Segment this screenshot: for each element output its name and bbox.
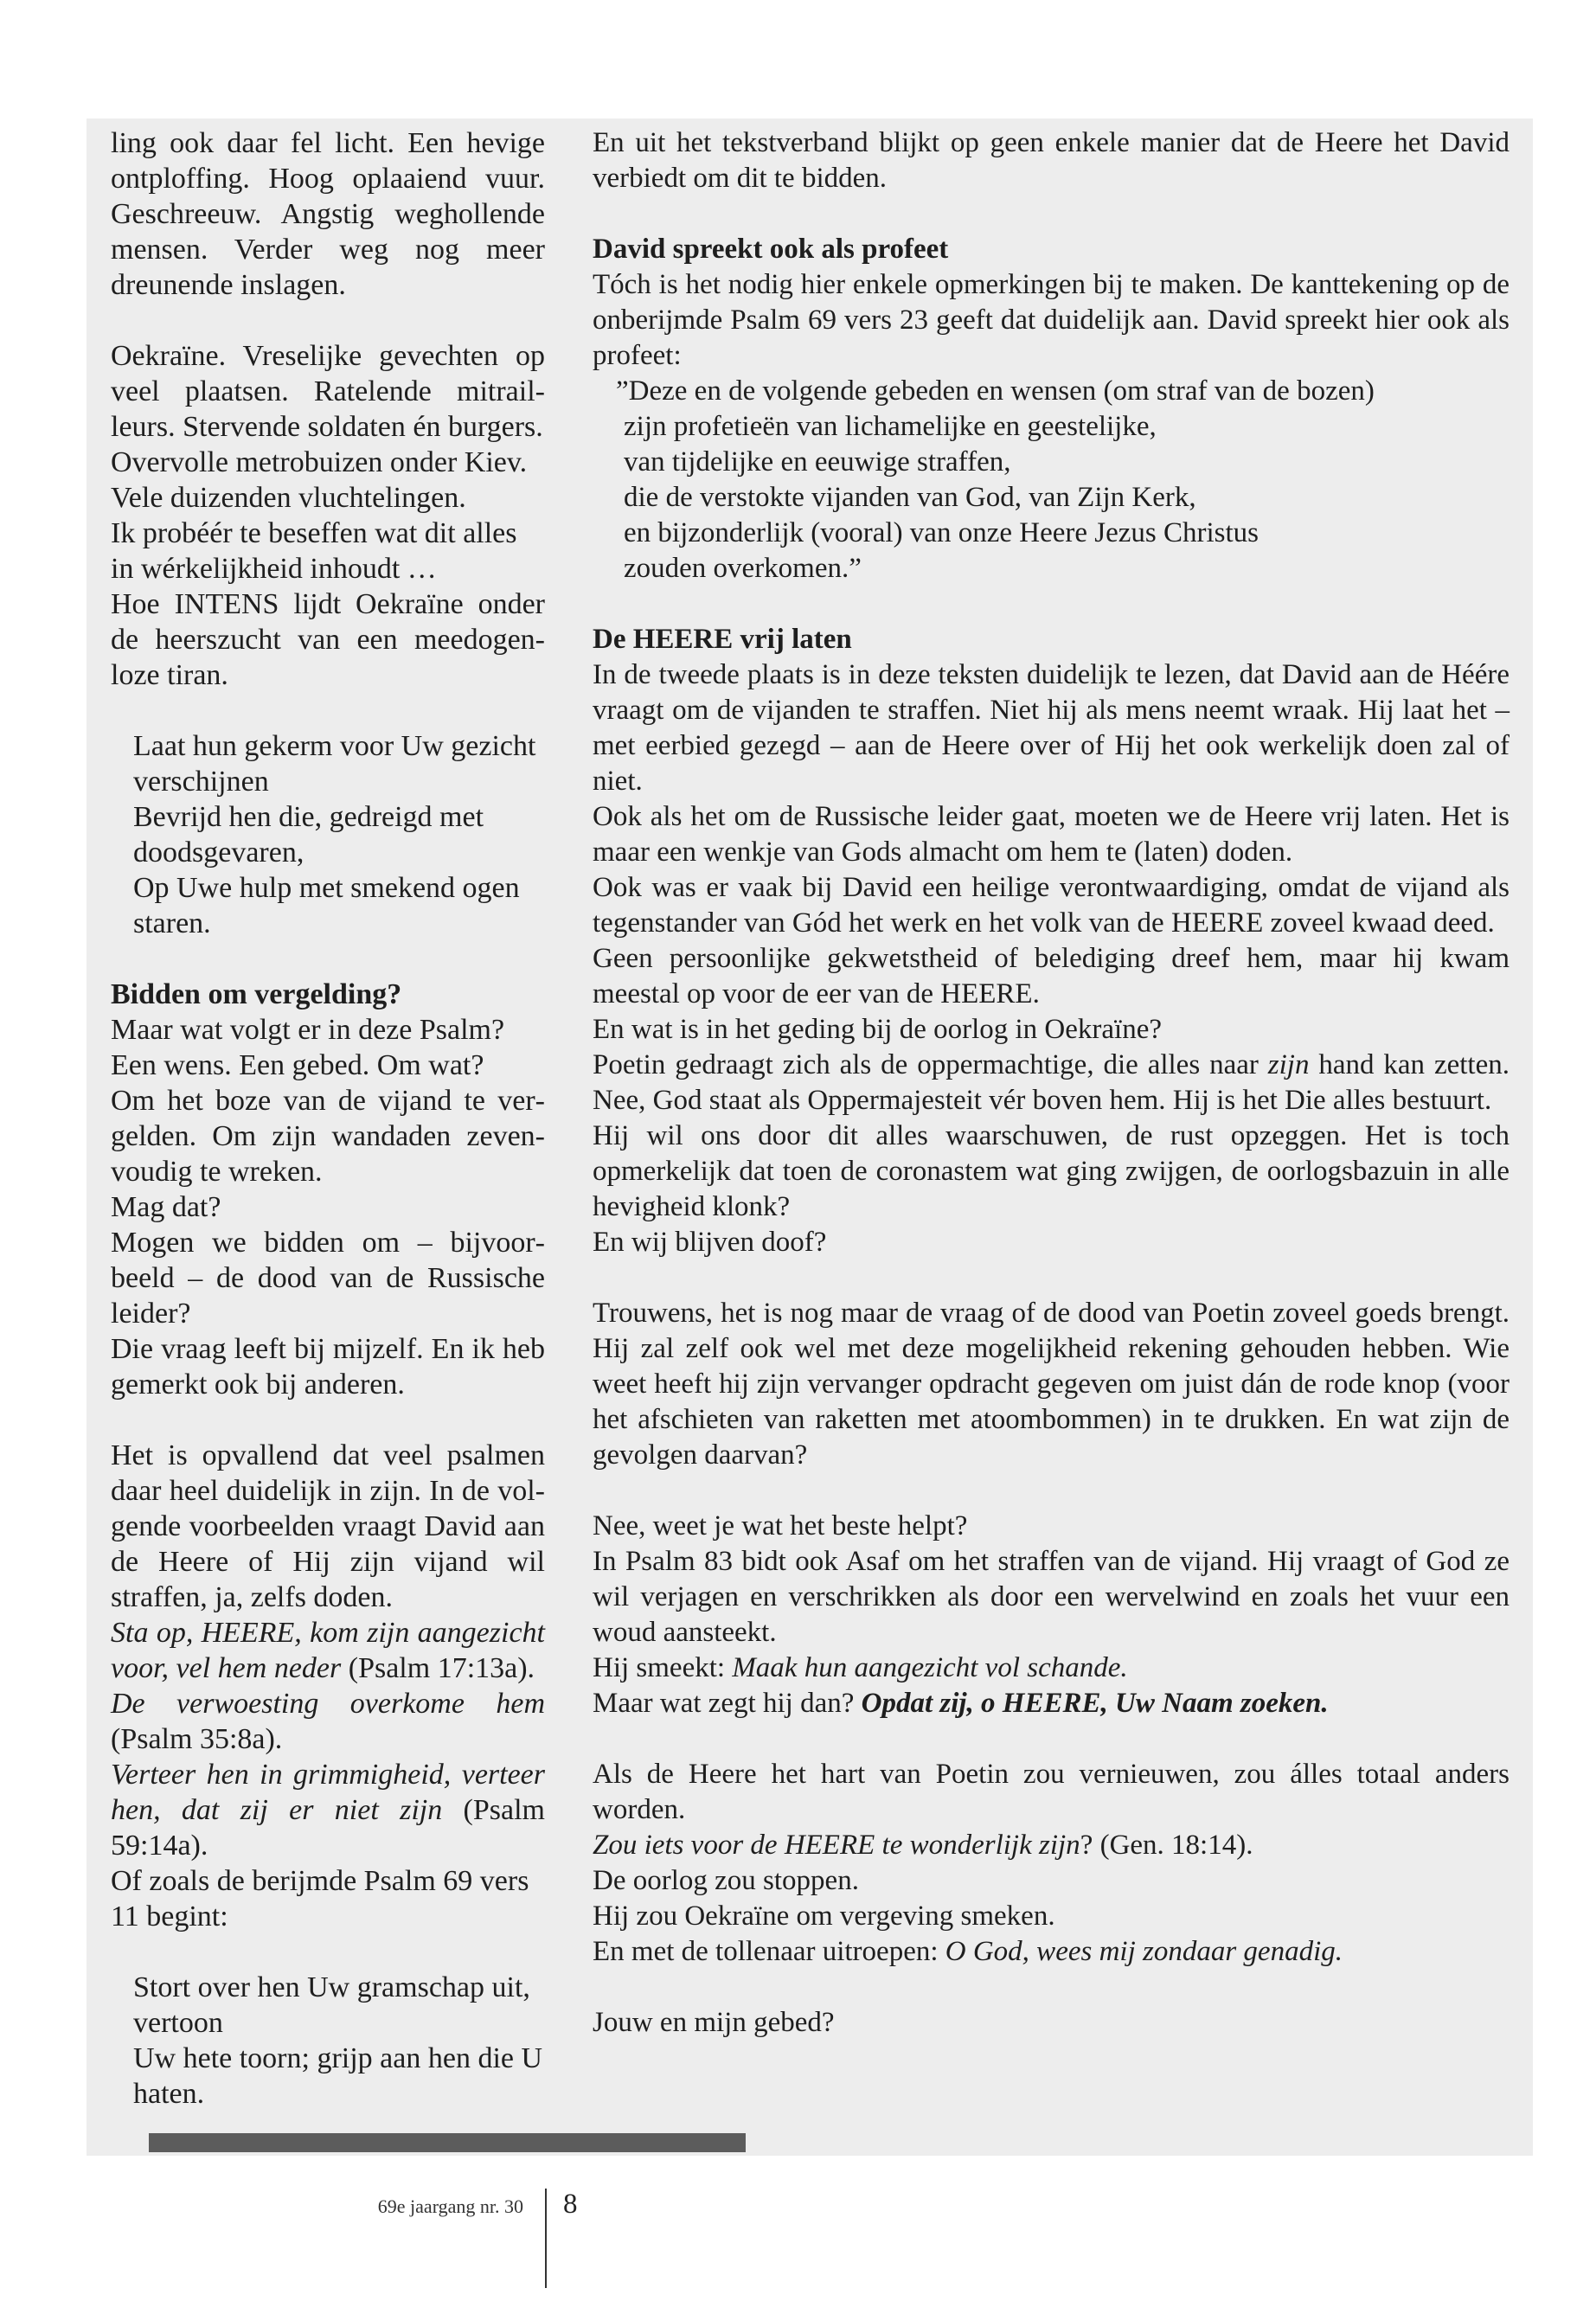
paragraph: Die vraag leeft bij mijzelf. En ik heb gemerkt ook bij anderen. <box>111 1333 545 1400</box>
page-number: 8 <box>563 2189 578 2220</box>
paragraph: En wat is in het geding bij de oorlog in Oekraïne? <box>593 1014 1163 1045</box>
left-column <box>111 125 545 2112</box>
paragraph: Het is opvallend dat veel psalmen daar heel duidelijk in zijn. In de volgende voorbeelden vraagt David aan de Heere of Hij zijn vijand wil straffen, ja, zelfs doden. <box>111 1439 545 1613</box>
verse-line: Laat hun gekerm voor Uw gezicht verschijnen <box>133 730 536 798</box>
paragraph: In de tweede plaats is in deze teksten duidelijk te lezen, dat David aan de Héére vraagt om de vijanden te straffen. Niet hij als mens neemt wraak. Hij laat het – met eerbied gezegd – aan de Heere over of Hij het ook werkelijk doen zal of niet. <box>593 659 1509 797</box>
verse-line: Stort over hen Uw gramschap uit, vertoon <box>133 1971 530 2039</box>
text-run: hand kan zetten. Nee, God staat als Oppermajesteit vér boven hem. Hij is het Die alles bestuurt. <box>593 1049 1509 1116</box>
paragraph: En uit het tekstverband blijkt op geen enkele manier dat de Heere het David verbiedt om dit te bidden. <box>593 127 1509 194</box>
verse-line: Uw hete toorn; grijp aan hen die U haten. <box>133 2042 543 2110</box>
emphasis: zijn <box>1267 1049 1310 1080</box>
text-run: Maar wat zegt hij dan? <box>593 1688 862 1719</box>
paragraph <box>593 1828 1509 1863</box>
paragraph <box>593 1048 1509 1118</box>
paragraph: Oekraïne. Vreselijke gevechten op veel plaatsen. Ratelende mitrailleurs. Stervende soldaten én burgers. <box>111 340 545 443</box>
paragraph: Nee, weet je wat het beste helpt? <box>593 1510 968 1541</box>
emphasis: Zou iets voor de HEERE te wonderlijk zijn <box>593 1830 1080 1861</box>
text-run: Hij smeekt: <box>593 1652 733 1683</box>
quote-line: ”Deze en de volgende gebeden en wensen (om straf van de bozen) <box>616 375 1375 407</box>
text-run: ? (Gen. 18:14). <box>1080 1830 1253 1861</box>
strong-emphasis: Opdat zij, o HEERE, Uw Naam zoeken. <box>861 1688 1329 1719</box>
quote-line: en bijzonderlijk (vooral) van onze Heere Jezus Christus <box>624 517 1259 548</box>
decorative-bar <box>149 2133 746 2152</box>
citation <box>111 1686 545 1757</box>
emphasis: O God, wees mij zondaar genadig. <box>945 1936 1343 1967</box>
section-heading: David spreekt ook als profeet <box>593 234 949 265</box>
verse-block-1 <box>111 728 545 941</box>
paragraph <box>593 1650 1509 1686</box>
citation-text: Sta op, HEERE, kom zijn aangezicht voor, vel hem neder <box>111 1617 545 1684</box>
footer-divider <box>545 2189 547 2288</box>
citation-reference: (Psalm 59:14a). <box>111 1794 545 1862</box>
paragraph: Ook als het om de Russische leider gaat, moeten we de Heere vrij laten. Het is maar een wenkje van Gods almacht om hem te (laten) doden. <box>593 801 1509 868</box>
paragraph <box>593 1686 1509 1721</box>
paragraph: Overvolle metrobuizen onder Kiev. <box>111 446 528 478</box>
paragraph: Mogen we bidden om – bijvoorbeeld – de dood van de Russische leider? <box>111 1227 545 1330</box>
citation-reference: (Psalm 35:8a). <box>111 1723 283 1755</box>
citation <box>111 1757 545 1863</box>
paragraph: Maar wat volgt er in deze Psalm? <box>111 1014 505 1046</box>
paragraph: Om het boze van de vijand te vergelden. Om zijn wandaden zevenvoudig te wreken. <box>111 1085 545 1188</box>
paragraph: Geen persoonlijke gekwetstheid of belediging dreef hem, maar hij kwam meestal op voor de eer van de HEERE. <box>593 943 1509 1009</box>
citation <box>111 1615 545 1686</box>
quote-block <box>593 374 1509 586</box>
quote-line: die de verstokte vijanden van God, van Zijn Kerk, <box>624 482 1196 513</box>
text-run: En met de tollenaar uitroepen: <box>593 1936 945 1967</box>
paragraph: Jouw en mijn gebed? <box>593 2007 835 2038</box>
paragraph: Hij wil ons door dit alles waarschuwen, de rust opzeggen. Het is toch opmerkelijk dat toen de coronastem wat ging zwijgen, de oorlogsbazuin in alle hevigheid klonk? <box>593 1120 1509 1222</box>
verse-line: Op Uwe hulp met smekend ogen staren. <box>133 872 520 939</box>
paragraph: Hij zou Oekraïne om vergeving smeken. <box>593 1900 1055 1932</box>
quote-line: van tijdelijke en eeuwige straffen, <box>624 446 1011 478</box>
paragraph: De oorlog zou stoppen. <box>593 1865 859 1896</box>
citation-reference: (Psalm 17:13a). <box>341 1652 535 1684</box>
paragraph: Als de Heere het hart van Poetin zou vernieuwen, zou álles totaal anders worden. <box>593 1759 1509 1825</box>
paragraph: Of zoals de berijmde Psalm 69 vers 11 begint: <box>111 1865 529 1932</box>
paragraph: Een wens. Een gebed. Om wat? <box>111 1049 484 1081</box>
issue-label: 69e jaargang nr. 30 <box>377 2195 523 2217</box>
paragraph: Ik probéér te beseffen wat dit alles in wérkelijkheid inhoudt … <box>111 517 517 585</box>
verse-block-2 <box>111 1970 545 2112</box>
paragraph: ling ook daar fel licht. Een hevige ontploffing. Hoog oplaaiend vuur. Geschreeuw. Angstig weghollende mensen. Verder weg nog meer dreunende inslagen. <box>111 127 545 301</box>
quote-line: zijn profetieën van lichamelijke en geestelijke, <box>624 411 1157 442</box>
quote-line: zouden overkomen.” <box>624 553 862 584</box>
citation-text: De verwoesting overkome hem <box>111 1688 545 1720</box>
text-run: Poetin gedraagt zich als de oppermachtige, die alles naar <box>593 1049 1268 1080</box>
citation-text: Verteer hen in grimmigheid, verteer hen, dat zij er niet zijn <box>111 1759 545 1826</box>
paragraph: In Psalm 83 bidt ook Asaf om het straffen van de vijand. Hij vraagt of God ze wil verjagen en verschrikken als door een wervelwind en zoals het vuur een woud aansteekt. <box>593 1546 1509 1648</box>
right-column <box>593 125 1509 2041</box>
verse-line: Bevrijd hen die, gedreigd met doodsgevaren, <box>133 801 484 868</box>
paragraph: Mag dat? <box>111 1191 221 1223</box>
paragraph: Trouwens, het is nog maar de vraag of de dood van Poetin zoveel goeds brengt. Hij zal zelf ook wel met deze mogelijkheid rekening gehouden hebben. Wie weet heeft hij zijn vervanger opdracht gegeven om juist dán de rode knop (voor het afschieten van raketten met atoombommen) in te drukken. En wat zijn de gevolgen daarvan? <box>593 1298 1509 1471</box>
emphasis: Maak hun aangezicht vol schande. <box>732 1652 1128 1683</box>
paragraph: Ook was er vaak bij David een heilige verontwaardiging, omdat de vijand als tegenstander van Gód het werk en het volk van de HEERE zoveel kwaad deed. <box>593 872 1509 939</box>
paragraph: Vele duizenden vluchtelingen. <box>111 482 466 514</box>
section-heading: Bidden om vergelding? <box>111 978 402 1010</box>
paragraph: Hoe INTENS lijdt Oekraïne onder de heerszucht van een meedogenloze tiran. <box>111 588 545 691</box>
paragraph: Tóch is het nodig hier enkele opmerkingen bij te maken. De kanttekening op de onberijmde Psalm 69 vers 23 geeft dat duidelijk aan. David spreekt hier ook als profeet: <box>593 269 1509 371</box>
paragraph: En wij blijven doof? <box>593 1227 827 1258</box>
section-heading: De HEERE vrij laten <box>593 624 852 655</box>
paragraph <box>593 1934 1509 1970</box>
